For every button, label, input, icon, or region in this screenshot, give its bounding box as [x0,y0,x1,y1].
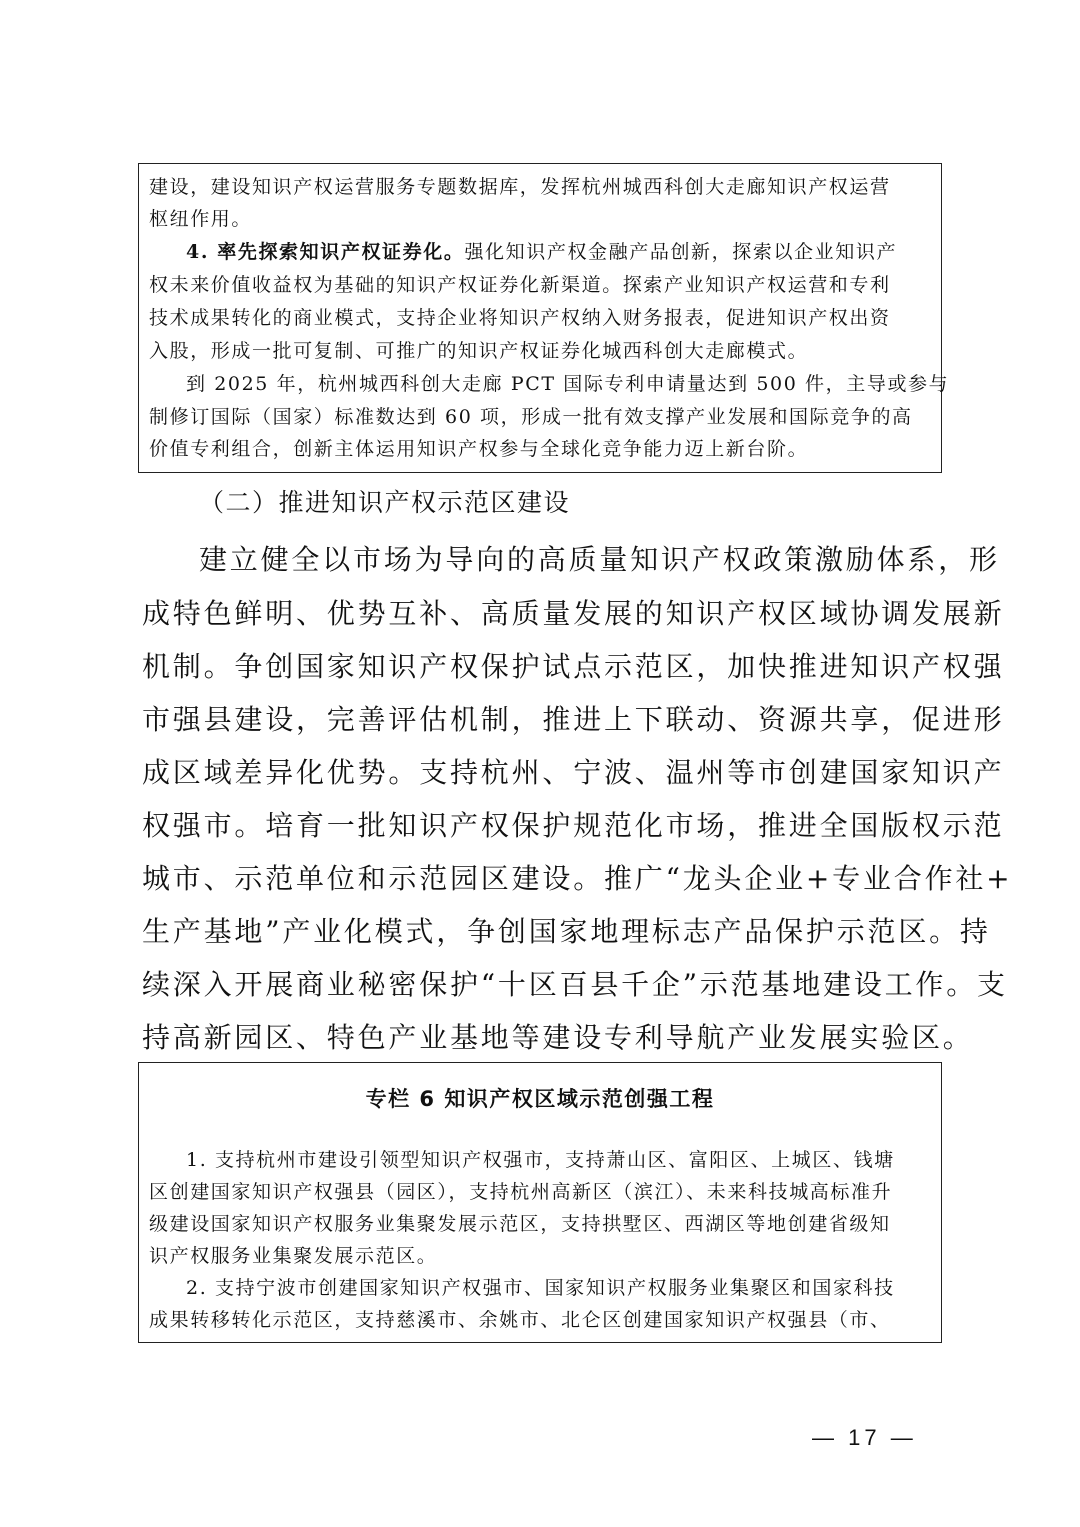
paragraph-line: 持高新园区、特色产业基地等建设专利导航产业发展实验区。 [142,1021,974,1054]
box-line: 制修订国际（国家）标准数达到 60 项，形成一批有效支撑产业发展和国际竞争的高 [149,406,913,428]
box-line: 枢纽作用。 [149,208,253,230]
paragraph-line: 城市、示范单位和示范园区建设。推广“龙头企业+专业合作社+ [142,862,1013,895]
box-line: 建设，建设知识产权运营服务专题数据库，发挥杭州城西科创大走廊知识产权运营 [149,176,891,198]
box-item-4 [139,237,941,267]
paragraph-line: 机制。争创国家知识产权保护试点示范区，加快推进知识产权强 [142,650,1005,683]
paragraph-line: 成特色鲜明、优势互补、高质量发展的知识产权区域协调发展新 [142,597,1005,630]
box-item-4-title: 4. 率先探索知识产权证券化。 [186,241,465,263]
box-item-4-text: 强化知识产权金融产品创新，探索以企业知识产 [464,241,898,263]
page-number: — 17 — [812,1425,917,1450]
box-line: 价值专利组合，创新主体运用知识产权参与全球化竞争能力迈上新台阶。 [149,438,809,460]
box-line: 级建设国家知识产权服务业集聚发展示范区，支持拱墅区、西湖区等地创建省级知 [149,1213,891,1235]
paragraph-line: 建立健全以市场为导向的高质量知识产权政策激励体系，形 [199,543,1000,576]
paragraph-line: 生产基地”产业化模式，争创国家地理标志产品保护示范区。持 [142,915,991,948]
box-line: 识产权服务业集聚发展示范区。 [149,1245,438,1267]
box-line: 入股，形成一批可复制、可推广的知识产权证券化城西科创大走廊模式。 [149,340,809,362]
section-heading: （二）推进知识产权示范区建设 [199,488,571,517]
box-line: 成果转移转化示范区，支持慈溪市、余姚市、北仑区创建国家知识产权强县（市、 [149,1309,891,1331]
paragraph-line: 市强县建设，完善评估机制，推进上下联动、资源共享，促进形 [142,703,1005,736]
column-box-continued [138,163,950,473]
box-line: 权未来价值收益权为基础的知识产权证券化新渠道。探索产业知识产权运营和专利 [149,274,891,296]
box-line: 到 2025 年，杭州城西科创大走廊 PCT 国际专利申请量达到 500 件，主导或参与 [186,373,950,395]
box-line: 区创建国家知识产权强县（园区），支持杭州高新区（滨江）、未来科技城高标准升 [149,1181,893,1203]
paragraph-line: 权强市。培育一批知识产权保护规范化市场，推进全国版权示范 [142,809,1005,842]
paragraph-line: 成区域差异化优势。支持杭州、宁波、温州等市创建国家知识产 [142,756,1005,789]
box-line: 2. 支持宁波市创建国家知识产权强市、国家知识产权服务业集聚区和国家科技 [186,1277,895,1299]
column-box-title: 专栏 6 知识产权区域示范创强工程 [365,1087,715,1111]
paragraph-line: 续深入开展商业秘密保护“十区百县千企”示范基地建设工作。支 [142,968,1008,1001]
column-box-6 [138,1062,942,1343]
box-line: 1. 支持杭州市建设引领型知识产权强市，支持萧山区、富阳区、上城区、钱塘 [186,1149,895,1171]
box-line: 技术成果转化的商业模式，支持企业将知识产权纳入财务报表，促进知识产权出资 [149,307,891,329]
